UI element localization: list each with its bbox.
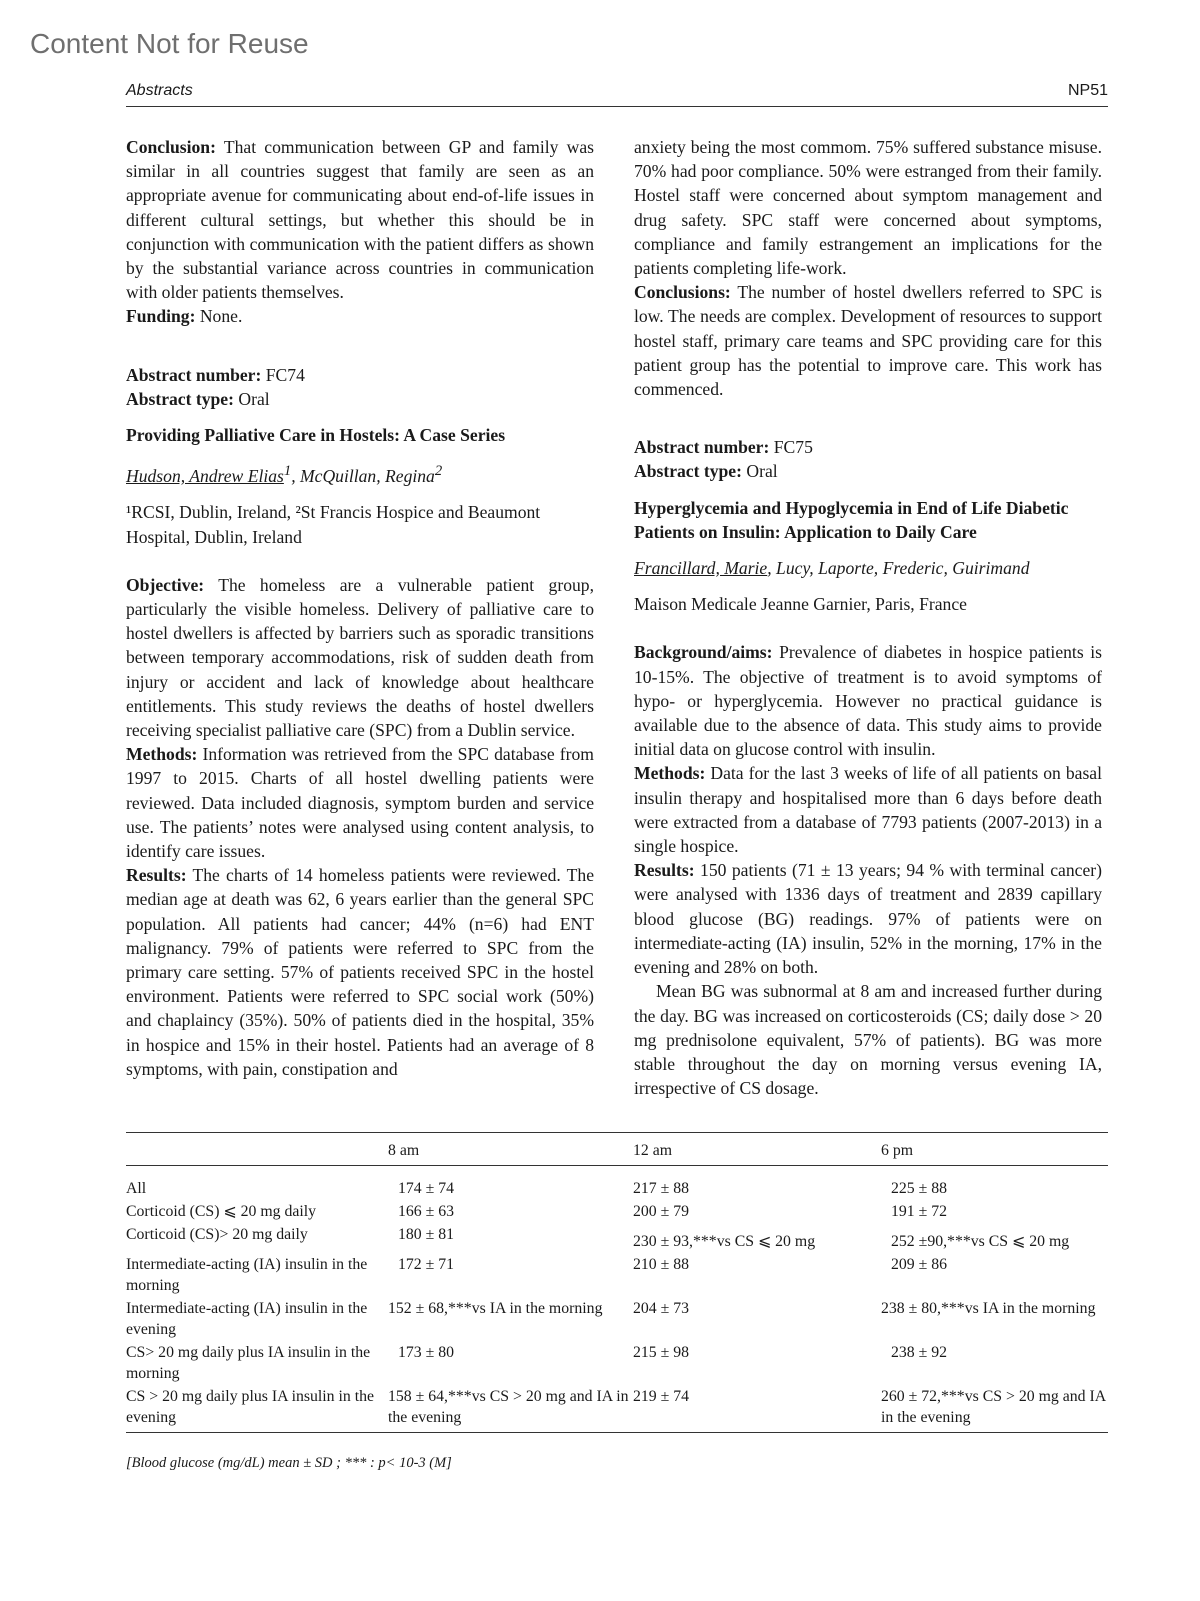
results-paragraph-2: Mean BG was subnormal at 8 am and increased further during the day. BG was increased on corticosteroids (CS; daily dose > 20 mg prednisolone equivalent, 57% of patients). BG was more stable throughout the day on morning versus evening IA, irrespective of CS dosage. [634, 981, 1102, 1099]
results-text: 150 patients (71 ± 13 years; 94 % with terminal cancer) were analysed with 1336 days of treatment and 2839 capillary blood glucose (BG) readings. 97% of patients were on intermediate-acting (IA) insulin, 52% in the morning, 17% in the evening and 28% on both. [634, 860, 1102, 978]
table-row [126, 1166, 1108, 1201]
author-list [126, 459, 594, 488]
funding-label: Funding: [126, 306, 196, 327]
table-cell: CS > 20 mg daily plus IA insulin in the evening [126, 1388, 375, 1426]
right-column [634, 135, 1102, 1100]
presenting-author: Hudson, Andrew Elias [126, 466, 284, 487]
table-cell: 238 ± 92 [891, 1344, 948, 1361]
blood-glucose-table [126, 1132, 1108, 1433]
abstract-type-label: Abstract type: [126, 388, 234, 409]
table-cell: 173 ± 80 [398, 1344, 455, 1361]
abstract-title: Hyperglycemia and Hypoglycemia in End of Life Diabetic Patients on Insulin: Application to Daily Care [634, 497, 1069, 542]
co-author-affil-marker: 2 [434, 463, 443, 480]
table-cell: 252 ±90,***vs CS ⩽ 20 mg [891, 1233, 1070, 1250]
author-list [634, 556, 1102, 580]
author-affil-marker: 1 [283, 463, 292, 480]
objective-paragraph [126, 573, 594, 742]
abstract-type-label: Abstract type: [634, 461, 742, 482]
table-cell: 204 ± 73 [633, 1300, 690, 1317]
abstract-type: Oral [233, 388, 270, 409]
conclusion-text: That communication between GP and family was similar in all countries suggest that family are seen as an appropriate avenue for communicating about end-of-life issues in different cultural settings, but whether this should be in conjunction with communication with the patient differs as shown by the substantial variance across countries in communication with older patients themselves. [126, 137, 594, 303]
watermark: Content Not for Reuse [30, 28, 309, 59]
table-cell: Intermediate-acting (IA) insulin in the morning [126, 1256, 368, 1294]
table-row [126, 1200, 1108, 1223]
table-cell: 217 ± 88 [633, 1180, 690, 1197]
table-cell: 225 ± 88 [891, 1180, 948, 1197]
table-cell: 158 ± 64,***vs CS > 20 mg and IA in the evening [388, 1388, 629, 1426]
table-cell: All [126, 1180, 147, 1197]
table-cell: 180 ± 81 [398, 1226, 455, 1243]
methods-text: Data for the last 3 weeks of life of all patients on basal insulin therapy and hospitalised more than 6 days before death were extracted from a database of 7793 patients (2007-2013) in a single hospice. [634, 763, 1102, 857]
table-cell: CS> 20 mg daily plus IA insulin in the morning [126, 1344, 371, 1382]
running-head [126, 80, 1108, 107]
background-text: Prevalence of diabetes in hospice patients is 10-15%. The objective of treatment is to avoid symptoms of hypo- or hyperglycemia. However no practical guidance is available due to the absence of data. This study aims to provide initial data on glucose control with insulin. [634, 642, 1102, 760]
methods-paragraph [126, 742, 594, 863]
co-authors: , Lucy, Laporte, Frederic, Guirimand [767, 558, 1030, 579]
abstract-type: Oral [741, 461, 778, 482]
table-cell: 191 ± 72 [891, 1203, 948, 1220]
table-cell: 174 ± 74 [398, 1180, 455, 1197]
table-row [126, 1297, 1108, 1341]
table-row [126, 1253, 1108, 1297]
results-table-wrap [126, 1132, 1108, 1433]
objective-label: Objective: [126, 574, 205, 595]
table-cell: Intermediate-acting (IA) insulin in the evening [126, 1300, 368, 1338]
conclusions-paragraph [634, 280, 1102, 401]
table-row [126, 1223, 1108, 1253]
left-column [126, 135, 594, 1081]
methods-label: Methods: [126, 744, 198, 765]
results-paragraph [634, 858, 1102, 979]
page-number: NP51 [1067, 82, 1108, 99]
objective-text: The homeless are a vulnerable patient group, particularly the visible homeless. Delivery of palliative care to hostel dwellers is affected by barriers such as sporadic transitions between temporary accommodations, risk of sudden death from injury or accident and lack of knowledge about healthcare entitlements. This study reviews the deaths of hostel dwellers receiving specialist palliative care (SPC) from a Dublin service. [126, 574, 594, 740]
abstract-number: FC74 [261, 364, 305, 385]
table-row [126, 1341, 1108, 1385]
table-header-cell [126, 1133, 388, 1166]
co-authors: , McQuillan, Regina [291, 466, 435, 487]
funding-paragraph [126, 304, 594, 328]
abstract-title: Providing Palliative Care in Hostels: A Case Series [126, 425, 506, 446]
table-cell: Corticoid (CS)> 20 mg daily [126, 1226, 308, 1243]
presenting-author: Francillard, Marie [634, 558, 768, 579]
abstract-number: FC75 [769, 437, 813, 458]
section-name: Abstracts [126, 82, 193, 99]
conclusion-label: Conclusion: [126, 137, 216, 157]
table-cell: 209 ± 86 [891, 1256, 948, 1273]
table-cell: 172 ± 71 [398, 1256, 455, 1273]
results-paragraph [126, 863, 594, 1081]
table-cell: 238 ± 80,***vs IA in the morning [881, 1300, 1096, 1317]
table-cell: 219 ± 74 [633, 1388, 690, 1405]
continued-paragraph: anxiety being the most commom. 75% suffered substance misuse. 70% had poor compliance. 50% were estranged from their family. Hostel staff were concerned about symptom management and drug safety. SPC staff were concerned about symptoms, compliance and family estrangement an implications for the patients completing life-work. [634, 137, 1102, 279]
background-paragraph [634, 640, 1102, 761]
table-cell: 166 ± 63 [398, 1203, 455, 1220]
table-header-row [126, 1133, 1108, 1166]
table-header-cell: 8 am [388, 1133, 633, 1166]
results-label: Results: [634, 860, 695, 881]
conclusions-label: Conclusions: [634, 282, 731, 303]
methods-text: Information was retrieved from the SPC database from 1997 to 2015. Charts of all hostel dwelling patients were reviewed. Data included diagnosis, symptom burden and service use. The patients’ notes were analysed using content analysis, to identify care issues. [126, 744, 594, 861]
affiliation: ¹RCSI, Dublin, Ireland, ²St Francis Hospice and Beaumont Hospital, Dublin, Ireland [126, 502, 541, 547]
table-cell: 200 ± 79 [633, 1203, 690, 1220]
results-label: Results: [126, 865, 187, 886]
table-footnote: [Blood glucose (mg/dL) mean ± SD ; *** : p< 10-3 (M] [126, 1455, 452, 1471]
table-header-cell: 12 am [633, 1133, 881, 1166]
table-cell: 230 ± 93,***vs CS ⩽ 20 mg [633, 1233, 816, 1250]
abstract-number-label: Abstract number: [126, 364, 262, 385]
background-label: Background/aims: [634, 642, 773, 663]
affiliation: Maison Medicale Jeanne Garnier, Paris, France [634, 594, 967, 615]
methods-paragraph [634, 761, 1102, 858]
table-row [126, 1385, 1108, 1433]
table-cell: 210 ± 88 [633, 1256, 690, 1273]
conclusions-text: The number of hostel dwellers referred to SPC is low. The needs are complex. Development of resources to support hostel staff, primary care teams and SPC providing care for this patient group has the potential to improve care. This work has commenced. [634, 282, 1102, 400]
abstract-type-line [634, 459, 1102, 483]
methods-label: Methods: [634, 763, 706, 784]
table-header-cell: 6 pm [881, 1133, 1108, 1166]
abstract-type-line [126, 387, 594, 411]
results-text: The charts of 14 homeless patients were reviewed. The median age at death was 62, 6 years earlier than the general SPC population. All patients had cancer; 44% (n=6) had ENT malignancy. 79% of patients were referred to SPC from the primary care setting. 57% of patients received SPC in the hostel environment. Patients were referred to SPC social work (50%) and chaplaincy (35%). 50% of patients died in the hospital, 35% in hospice and 15% in their hostel. Patients had an average of 8 symptoms, with pain, constipation and [126, 865, 594, 1079]
abstract-number-line [634, 435, 1102, 459]
abstract-number-line [126, 363, 594, 387]
table-cell: 152 ± 68,***vs IA in the morning [388, 1300, 603, 1317]
funding-text: None. [195, 306, 243, 327]
conclusion-paragraph [126, 135, 594, 304]
abstract-number-label: Abstract number: [634, 437, 770, 458]
table-cell: Corticoid (CS) ⩽ 20 mg daily [126, 1203, 317, 1220]
table-cell: 215 ± 98 [633, 1344, 690, 1361]
table-cell: 260 ± 72,***vs CS > 20 mg and IA in the evening [881, 1388, 1106, 1426]
